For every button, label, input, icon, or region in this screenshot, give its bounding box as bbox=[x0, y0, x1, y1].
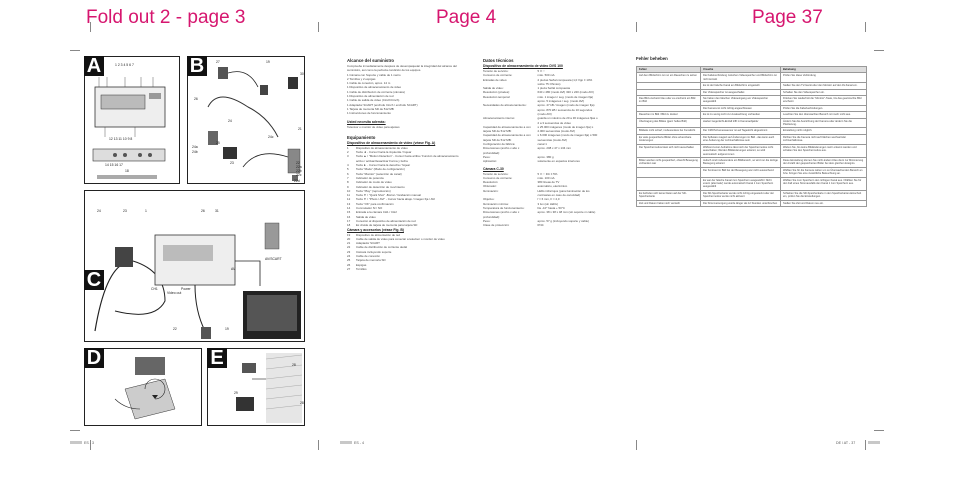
list-item: 1 Cable de conexión, aprox. 14 m bbox=[347, 81, 391, 86]
fault-cell: Es viele gespeicherte Bilder ohne erkennbare Änderungen bbox=[637, 134, 701, 144]
figure-c-av-scart: AV/SCART bbox=[265, 257, 282, 261]
item-number: 8 bbox=[347, 180, 349, 185]
equipment-subheading: Dispositivo de almacenamiento de video (véase Fig. A) bbox=[347, 140, 436, 145]
crop-mark bbox=[865, 22, 866, 32]
spec-label: Aplicación: bbox=[483, 159, 497, 164]
item-number: 12 bbox=[347, 197, 351, 202]
item-number: 3 bbox=[347, 154, 349, 159]
cause-cell: Die SD-Speicherkarte wurde nicht richtig eingesteckt oder der Speichermodus wurde nicht aktiviert bbox=[701, 190, 781, 200]
crop-mark bbox=[318, 22, 319, 32]
table-row bbox=[637, 200, 867, 206]
remedy-cell: Leuchten Sie den überwachten Bereich mit mehr Licht aus. bbox=[781, 112, 867, 118]
item-text: Tecla "OK" para confirmación bbox=[356, 201, 394, 206]
spec-label: Clase de protección: bbox=[483, 223, 510, 228]
column-header-cause: Ursache bbox=[701, 67, 781, 73]
remedy-cell: Ändern Sie die Ausrichtung der Kamera oder ändern Sie die Platzierung. bbox=[781, 118, 867, 128]
remedy-cell: Prüfen Sie diese Verbindung bbox=[781, 73, 867, 83]
spec-label: Obturador: bbox=[483, 184, 497, 189]
fault-cell: Rauschen im Bild / Bild zu dunkel bbox=[637, 112, 701, 118]
list-item bbox=[347, 267, 459, 271]
fault-cell bbox=[637, 167, 701, 177]
crop-mark bbox=[70, 50, 80, 51]
spec-label: Capacidad de almacenamiento a con tarjeta SD de 512 MB: bbox=[483, 133, 531, 142]
page-title-right: Page 37 bbox=[752, 7, 823, 28]
item-number: 15 bbox=[347, 210, 351, 215]
figure-e-label: E bbox=[207, 348, 227, 368]
figure-c-video: Video out bbox=[167, 291, 182, 295]
spec-label: Iluminación: bbox=[483, 188, 499, 193]
table-row bbox=[637, 144, 867, 157]
item-number: 1 bbox=[347, 145, 349, 150]
spec-row bbox=[483, 103, 599, 116]
item-number: 2 bbox=[347, 150, 349, 155]
figure-c-num: 26 bbox=[201, 209, 205, 213]
remedy-cell: Richten Sie die Kamera nicht auf Flächen wechselnder Lichtverhältnisse. bbox=[781, 134, 867, 144]
cause-cell: Während einer Aufnahme lässt sich der Speichermodus nicht ausschalten; Werden Bildänderungen erkannt, so wird automatisch aufgenommen bbox=[701, 144, 781, 157]
also-needed-heading: Usted necesita además: bbox=[347, 119, 386, 124]
crop-mark bbox=[318, 440, 319, 450]
crop-mark bbox=[636, 440, 637, 450]
item-text: Tornillos bbox=[356, 266, 367, 271]
spec-value: 380 líneas de TV bbox=[537, 180, 560, 185]
figure-b-num: 27 bbox=[216, 60, 220, 64]
spec-value: aprox. 38 x 38 x 48 mm (sin soporte ni cable) bbox=[537, 210, 596, 215]
spec-row bbox=[483, 116, 599, 125]
remedy-cell: Stellen Sie Zeit und Datum neu ein. bbox=[781, 200, 867, 206]
spec-label: Temperatura de funcionamiento: bbox=[483, 205, 525, 210]
spec-row bbox=[483, 78, 599, 87]
item-number: 10 bbox=[347, 188, 351, 193]
table-row bbox=[637, 167, 867, 177]
fault-cell: Das Bild erscheint blau oder es erscheint ein Bild im Bild bbox=[637, 96, 701, 106]
remedy-cell: Schieben Sie die SD-Speicherkarte in den Speicherkarten-Einschub ein, prüfen Sie die Einstellungen. bbox=[781, 190, 867, 200]
item-text: Tecla ▼ / "Quick Shot" -Borrar / Grabación manual bbox=[356, 193, 421, 198]
spec-label: Iluminación mínima: bbox=[483, 201, 509, 206]
item-text: Conmutador SI / NO bbox=[356, 206, 383, 211]
spec-label: Necesidades de almacenamiento: bbox=[483, 103, 527, 108]
camera-subheading: Cámara C-30 bbox=[483, 166, 504, 171]
page-title-mid: Page 4 bbox=[436, 7, 497, 28]
table-row bbox=[637, 134, 867, 144]
spec-label: Configuración de fábrica: bbox=[483, 142, 516, 147]
figure-c-power: Power bbox=[181, 287, 191, 291]
item-text: Tecla ► - Cursor hacia la derecha / hojear bbox=[356, 163, 411, 168]
spec-value: ≥ 25.000 imágenes (modo de imagen fija) ≥ 2.000 secuencias (modo AVI) bbox=[537, 124, 594, 134]
camera-specs bbox=[483, 172, 599, 228]
item-number: 18 bbox=[347, 223, 351, 228]
spec-row bbox=[483, 159, 599, 163]
spec-row bbox=[483, 223, 599, 227]
item-number: 25 bbox=[347, 258, 351, 263]
item-text: Dispositivo de alimentación de red bbox=[356, 232, 401, 237]
figure-c-label: C bbox=[84, 270, 104, 290]
spec-value: 5 V ⎓ DC ± 5% bbox=[537, 171, 558, 176]
footer-bar bbox=[70, 441, 82, 444]
item-number: 23 bbox=[347, 249, 351, 254]
technical-data-section bbox=[483, 58, 599, 428]
figure-e-num: 29 bbox=[234, 391, 238, 395]
equipment-list bbox=[347, 146, 459, 228]
spec-label: Tensión de servicio: bbox=[483, 69, 509, 73]
spec-value: solamente en espacios interiores bbox=[537, 159, 580, 164]
item-number: 14 bbox=[347, 206, 351, 211]
item-text: Cámara incluyendo soporte bbox=[356, 249, 392, 254]
spec-label: Resolución temporal: bbox=[483, 94, 511, 99]
spec-label: Salida de video: bbox=[483, 86, 504, 91]
cause-cell: Sie haben den falschen Videoeingang am Videospeicher ausgewählt bbox=[701, 96, 781, 106]
table-row bbox=[637, 190, 867, 200]
remedy-cell: Wählen Sie für die Kamera nahen um so Überwachenden Bereich an bzw. bringen Sie eine zusätzliche Beleuchtung an. bbox=[781, 167, 867, 177]
spec-label: Objetivo: bbox=[483, 197, 495, 202]
spec-label: Resolución (píxeles): bbox=[483, 90, 510, 95]
spec-label: Entradas de video: bbox=[483, 77, 508, 82]
figure-c-num: 24 bbox=[97, 209, 101, 213]
item-text: Tecla ◄ - Cursor hacia la izquierda / hojear bbox=[356, 150, 412, 155]
list-item: 1 Dispositivo de alimentación de red bbox=[347, 94, 394, 99]
spec-value: aprox. 57 g (incluyendo soporte y cable) bbox=[537, 218, 589, 223]
footer-left: ES - 3 bbox=[84, 441, 94, 445]
list-item bbox=[347, 154, 459, 163]
accessories-illustration bbox=[188, 57, 306, 185]
item-text: Tarjeta de memoria SD bbox=[356, 258, 386, 263]
item-number: 21 bbox=[347, 241, 351, 246]
figure-b-num: 26 bbox=[194, 97, 198, 101]
spec-row bbox=[483, 125, 599, 134]
troubleshooting-table bbox=[636, 66, 867, 207]
page-title-left: Fold out 2 - page 3 bbox=[86, 7, 246, 28]
item-text: Conexión al dispositivo de alimentación de red bbox=[356, 218, 416, 223]
figure-e-num: 28 bbox=[292, 363, 296, 367]
spec-label: Consumo de corriente: bbox=[483, 73, 513, 78]
item-number: 20 bbox=[347, 236, 351, 241]
item-text: Salida de video bbox=[356, 214, 376, 219]
spec-label: Dimensiones (ancho x alto x profundidad): bbox=[483, 210, 520, 219]
spec-value: 3 lux (sin LEDs) bbox=[537, 201, 558, 206]
spec-label: Tensión de servicio: bbox=[483, 171, 509, 176]
cause-cell: Der Videospeicher ist ausgeschaltet bbox=[701, 89, 781, 95]
recorder-specs bbox=[483, 69, 599, 164]
figure-b-num: 25 bbox=[216, 141, 220, 145]
item-text: Cable de salida de video para conectar a televisor o monitor de video bbox=[356, 236, 445, 241]
spec-label: Capacidad de almacenamiento a con tarjeta SD de 512 MB: bbox=[483, 124, 531, 134]
spec-row bbox=[483, 210, 599, 219]
item-text: Dispositivo de almacenamiento de video bbox=[356, 145, 408, 150]
spec-label: Peso: bbox=[483, 154, 491, 159]
column-header-fault: Fehler bbox=[637, 67, 701, 73]
figure-b-num: 19 bbox=[266, 60, 270, 64]
item-text: Tecla ▲ / "Motion Detection" - Cursor hacia arriba / Función de almacenamiento activo / activar/desactivar Forma y fecha bbox=[356, 154, 459, 163]
cause-cell: Die Stromversorgung wurde länger als 12 Stunden unterbrochen bbox=[701, 200, 781, 206]
spec-label: Dimensiones (ancho x alto x profundidad): bbox=[483, 146, 520, 155]
column-header-remedy: Behebung bbox=[781, 67, 867, 73]
spec-value: 5 V ⎓ bbox=[537, 69, 545, 73]
connection-illustration bbox=[85, 191, 306, 343]
fault-cell: Der Speichermodus lässt sich nicht ausschalten bbox=[637, 144, 701, 157]
fault-cell: Auf dem Bildschirm ist nur ein Rauschen zu sehen bbox=[637, 73, 701, 83]
list-item: 1 Instrucciones de funcionamiento bbox=[347, 111, 391, 116]
item-number: 19 bbox=[347, 232, 351, 237]
figure-c-num: 22 bbox=[173, 327, 177, 331]
item-text: Tecla "Mode" (Modo de configuración) bbox=[356, 167, 405, 172]
list-item: 1 Cámara con Soporte y cable de 1 metro bbox=[347, 72, 401, 77]
spec-value: máx. 1 imagen / seg. (modo de imagen fija) aprox. 5 imágenes / seg. (modo AVI) bbox=[537, 94, 594, 104]
table-row bbox=[637, 157, 867, 167]
item-number: 26 bbox=[347, 262, 351, 267]
item-number: 4 bbox=[347, 163, 349, 168]
footer-mid: ES - 4 bbox=[354, 441, 364, 445]
item-text: Indicador de detección de movimiento bbox=[356, 184, 405, 189]
figure-c bbox=[84, 190, 305, 342]
cause-cell: Es ist zu wenig Licht zur Ausleuchtung vorhanden bbox=[701, 112, 781, 118]
crop-mark bbox=[874, 50, 884, 51]
crop-mark bbox=[636, 22, 637, 32]
figure-b-label: B bbox=[187, 56, 207, 76]
figure-b-num: 22c bbox=[296, 173, 302, 177]
fault-cell bbox=[637, 177, 701, 190]
intro-text: Compruebe inmediatamente después de desempaquetar la integridad del alcance del suministro, así como la perfecta condición de los equipos. bbox=[347, 64, 457, 73]
spec-value: De -10° hasta + 50°C bbox=[537, 205, 565, 210]
figure-b-num: 24a bbox=[192, 145, 198, 149]
section-heading: Alcance del suministro bbox=[347, 58, 395, 63]
spec-value: f = 6 mm, F = 2,0 bbox=[537, 197, 560, 202]
also-needed-text: Televisor o monitor de video para ajustes bbox=[347, 124, 400, 129]
spec-value: aprox. 47 kB / imagen (modo de imagen fija) aprox. 870 kB / secuencia de 10 segundos (modo AVI) bbox=[537, 103, 595, 116]
delivery-list bbox=[347, 73, 459, 116]
recorder-subheading: Dispositivo de almacenamiento de video DVS 100 bbox=[483, 64, 563, 68]
table-row bbox=[637, 96, 867, 106]
item-number: 16 bbox=[347, 214, 351, 219]
remedy-cell: Einstellung nicht möglich. bbox=[781, 128, 867, 134]
remedy-cell: Prüfen Sie die Kabelverbindungen. bbox=[781, 105, 867, 111]
cause-cell: Die Kabelverbindung zwischen Videospeicher und Bildschirm ist nicht korrekt bbox=[701, 73, 781, 83]
fault-cell: Übertragung des Bildes (ganz helles Bild) bbox=[637, 118, 701, 128]
figure-c-num: 23 bbox=[123, 209, 127, 213]
cause-cell: Der CMOS-Kamerasensor ist auf Tageslicht abgestimmt bbox=[701, 128, 781, 134]
figure-b-num: 21 bbox=[298, 127, 302, 131]
crop-mark bbox=[70, 430, 80, 431]
spec-value: canal 1 bbox=[537, 142, 547, 147]
item-text: Entrada a la cámara CH1 / CH2 bbox=[356, 210, 397, 215]
section-heading: Datos técnicos bbox=[483, 58, 514, 63]
item-text: Tecla "Monitor" (selección de canal) bbox=[356, 171, 402, 176]
spec-row bbox=[483, 95, 599, 104]
figure-a-numbers-bottom: 14 15 16 17 bbox=[105, 163, 123, 167]
cause-cell: Die Software reagiert auf Änderungen im Bild - das kann auch eine Änderung der Lichtverhältnisse sein bbox=[701, 134, 781, 144]
crop-mark bbox=[865, 440, 866, 450]
figure-a-numbers-mid: 12 13 11 10 9 8 bbox=[109, 137, 133, 141]
cause-cell: Die Kamera ist nicht richtig angeschlossen bbox=[701, 105, 781, 111]
spec-value: LEDs infrarrojos (para iluminación de los contrastes en caso de oscuridad) bbox=[537, 188, 590, 198]
fault-cell: Bilder werden nicht gespeichert, obwohl Bewegung vorhanden war bbox=[637, 157, 701, 167]
figure-c-num: 19 bbox=[225, 327, 229, 331]
figure-b-num: 22b bbox=[296, 169, 302, 173]
item-text: Espigas bbox=[356, 262, 367, 267]
list-item: 1 Cable de distribución de corriente (cámara) bbox=[347, 89, 405, 94]
item-number: 9 bbox=[347, 184, 349, 189]
table-row bbox=[637, 73, 867, 83]
list-item: 1 Cable de salida de video (Cinch/Cinch) bbox=[347, 98, 400, 103]
spec-value: aprox. 208 x 47 x 134 mm bbox=[537, 146, 571, 151]
figure-b-num: 23 bbox=[230, 161, 234, 165]
spec-label: Peso: bbox=[483, 218, 491, 223]
remedy-cell: Diese Einstellung können Sie nicht ändern.Dies dient zur Minimierung der Anzahl der gespeicherten Bilder bei dem gleichen Ereignis. bbox=[781, 157, 867, 167]
fault-cell: Bildteile nicht scharf, insbesondere bei Kunstlicht bbox=[637, 128, 701, 134]
item-number: 27 bbox=[347, 266, 351, 271]
spec-value: guarda un máximo de 20 a 30 imágenes fijas o 2 a 3 secuencias de video bbox=[537, 116, 598, 125]
item-text: Cable de distribución de corriente dedal bbox=[356, 245, 407, 250]
item-text: Adaptador SCART bbox=[356, 241, 380, 246]
table-row bbox=[637, 177, 867, 190]
spec-row bbox=[483, 133, 599, 142]
spec-value: 1 pieza Señal compuesta bbox=[537, 86, 570, 91]
crop-mark bbox=[874, 430, 884, 431]
item-text: Indicador de potencia bbox=[356, 175, 384, 180]
remedy-cell: Drücken Sie wiederholt die "Monitor"-Taste, bis das gewünschte Bild erscheint bbox=[781, 96, 867, 106]
fault-cell: Es befinden sich keine Daten auf der SD-Speicherkarte bbox=[637, 190, 701, 200]
camera-list bbox=[347, 233, 459, 272]
spec-value: máx. 500 mA bbox=[537, 73, 555, 78]
cause-cell: Jedoch sind insbesondere ein Bildbereich, so wird nur die dortige Bewegung erkannt bbox=[701, 157, 781, 167]
figure-c-num: 31 bbox=[215, 209, 219, 213]
item-text: Ex druide de tarjeta de memoria para tarjeta SD bbox=[356, 223, 418, 228]
camera-subheading: Cámara y accesorios (véase Fig. B) bbox=[347, 227, 404, 232]
footer-bar bbox=[340, 441, 352, 444]
spec-row bbox=[483, 189, 599, 198]
figure-a-number-18: 18 bbox=[125, 169, 129, 173]
item-text: Cable de conexión bbox=[356, 253, 380, 258]
figure-a-label: A bbox=[84, 56, 104, 76]
spec-value: aprox. 380 g bbox=[537, 154, 554, 159]
figure-e-num: 28 bbox=[300, 401, 304, 405]
item-text: Tecla "Play" (reproducción) bbox=[356, 188, 391, 193]
item-number: 6 bbox=[347, 171, 349, 176]
footer-right: DE / AT - 37 bbox=[836, 441, 856, 445]
item-number: 5 bbox=[347, 167, 349, 172]
figure-b-num: 22d bbox=[294, 179, 300, 183]
figure-b-num: 30 bbox=[300, 72, 304, 76]
list-item: 1 Dispositivo de almacenamiento de video bbox=[347, 85, 402, 90]
remedy-cell: Stellen Sie den TV-Gerät oder den Monitor auf den AV-Kanal ein. bbox=[781, 83, 867, 89]
figure-b-num: 22a bbox=[296, 165, 302, 169]
spec-row bbox=[483, 146, 599, 155]
item-number: 22 bbox=[347, 245, 351, 250]
remedy-cell: Warten Sie, bis keine Bildänderungen mehr erkannt werden und schalten Sie den Speichermodus aus. bbox=[781, 144, 867, 157]
item-number: 7 bbox=[347, 175, 349, 180]
item-number: 17 bbox=[347, 218, 351, 223]
item-number: 13 bbox=[347, 201, 351, 206]
spec-value: automático, electrónico bbox=[537, 184, 568, 189]
cause-cell: Es ist der falsche Kanal am Bildschirm eingestellt bbox=[701, 83, 781, 89]
cause-cell: Es war der falsche Kanal zum Speichern ausgewählt / Nicht extern (alternativ) wurde automatisch Kanal 1 zum Speichern ausgewählt bbox=[701, 177, 781, 190]
spec-label: Almacenamiento interno: bbox=[483, 116, 515, 121]
fault-cell: Zeit und Datum haben sich verstellt bbox=[637, 200, 701, 206]
cause-cell: Der Kontrast im Bild bei der Bewegung war nicht ausreichend bbox=[701, 167, 781, 177]
item-number: 11 bbox=[347, 193, 351, 198]
item-number: 24 bbox=[347, 253, 351, 258]
footer-bar bbox=[868, 441, 880, 444]
spec-label: Consumo de corriente: bbox=[483, 175, 513, 180]
table-row bbox=[637, 118, 867, 128]
remedy-cell: Schalten Sie den Videospeicher ein. bbox=[781, 89, 867, 95]
figure-c-av: AV bbox=[231, 267, 236, 271]
spec-value: ≥ 6.000 imágenes (modo de imagen fija) ≥ 500 secuencias (modo AVI) bbox=[537, 133, 598, 142]
troubleshooting-heading: Fehler beheben bbox=[636, 56, 668, 61]
figure-b-num: 24b bbox=[192, 150, 198, 154]
list-item: 1 Tarjeta de memoria SD de 512 MB bbox=[347, 106, 394, 111]
list-item: 1 Adaptador SCART (enchufe Cinch / enchufe SCART) bbox=[347, 102, 418, 107]
spec-value: máx. 100 mA bbox=[537, 175, 555, 180]
list-item: 2 Tornillos y 2 espigas bbox=[347, 76, 376, 81]
equipment-heading: Equipamiento bbox=[347, 134, 376, 140]
spec-value: 2 piezas Señal compuesta (1,0 Vpp ± 10% sobre 75 Ohmios) bbox=[537, 77, 593, 86]
figure-c-ch: CH1 bbox=[151, 287, 158, 291]
spec-value: IP44 bbox=[537, 223, 544, 228]
spec-value: 640 x 480 (modo AVI) 320 x 240 (modo AVI) bbox=[537, 90, 594, 95]
item-text: Tecla ▼ / "Photo / AVI" - Cursor hacia abajo / imagen fija / AVI bbox=[356, 197, 436, 202]
figure-a-numbers-top: 1 2 3 4 5 6 7 bbox=[115, 63, 134, 67]
spec-label: Resolución: bbox=[483, 180, 499, 185]
item-text: Indicador de modo de video bbox=[356, 180, 392, 185]
figure-b-num: 24 bbox=[228, 119, 232, 123]
figure-b-num: 22 bbox=[296, 161, 300, 165]
figure-d-label: D bbox=[84, 348, 104, 368]
remedy-cell: Wählen Sie zum Speichern den richtigen Kanal aus / Wählen Sie für den Fall eines Stromausfalls den Kanal 1 zum Speichern aus. bbox=[781, 177, 867, 190]
figure-c-num: 1 bbox=[145, 209, 147, 213]
scope-of-delivery-section bbox=[347, 58, 459, 428]
figure-b-num: 24c bbox=[268, 135, 274, 139]
cause-cell: starker Gegenlicht-Einfall trifft in Kameraobjektiv bbox=[701, 118, 781, 128]
